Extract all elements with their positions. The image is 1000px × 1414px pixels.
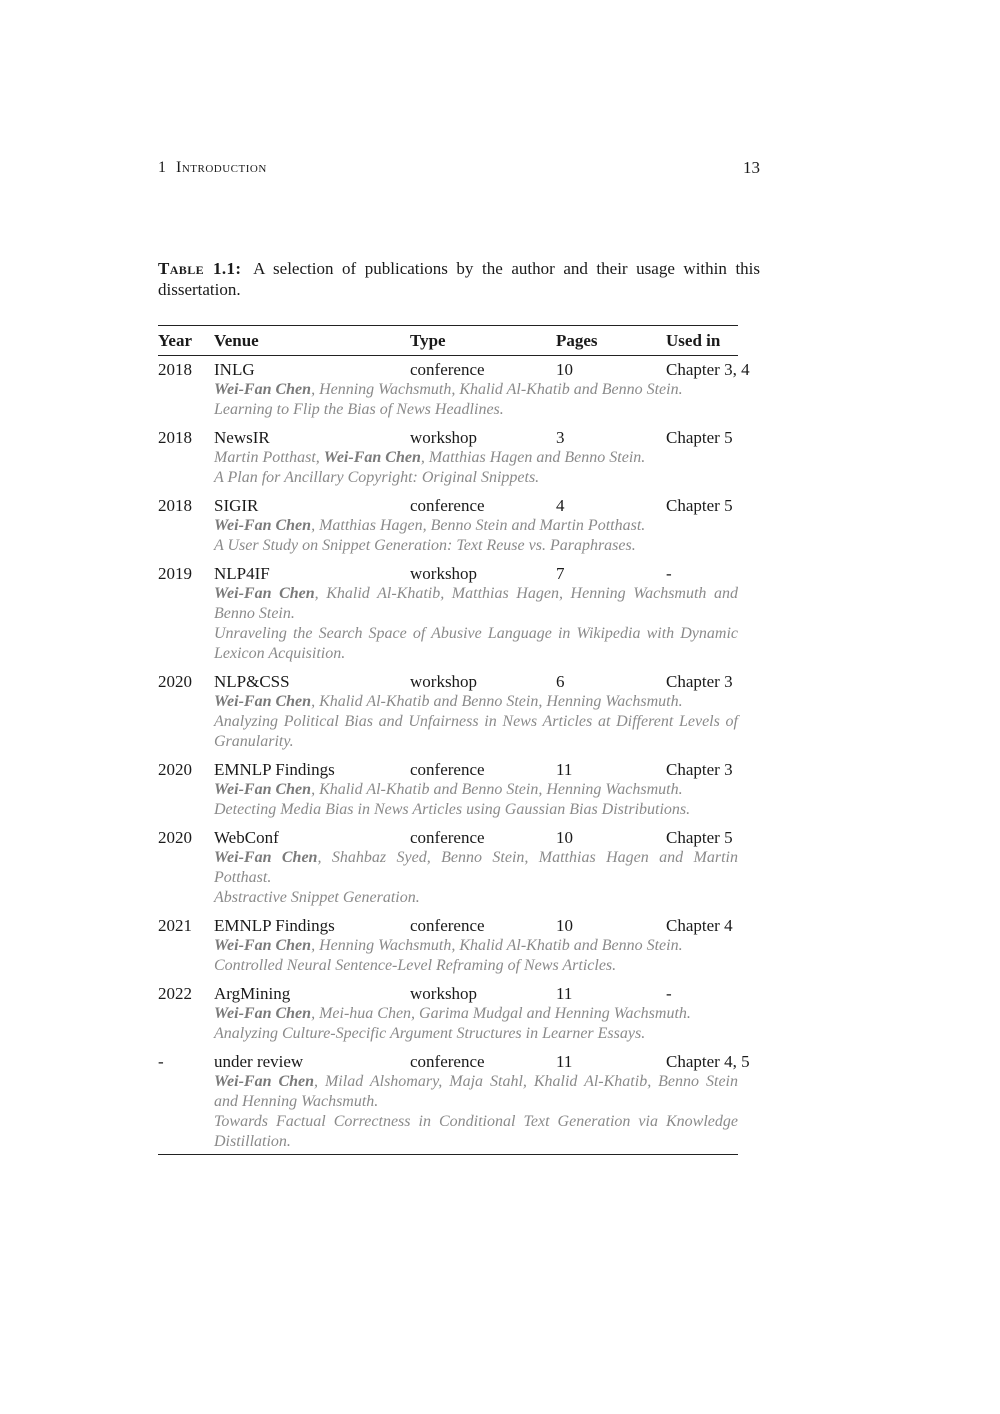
cell-venue: NLP4IF xyxy=(214,564,270,583)
row-main xyxy=(158,671,738,692)
cell-type: workshop xyxy=(410,564,478,583)
authors-after: , Shahbaz Syed, Benno Stein, Matthias Hagen and Martin Potthast. xyxy=(214,849,738,886)
cell-used-in: Chapter 4 xyxy=(666,916,733,935)
table-header xyxy=(158,326,738,355)
row-title: A Plan for Ancillary Copyright: Original Snippets. xyxy=(214,469,540,486)
cell-pages: 3 xyxy=(556,428,565,447)
row-authors xyxy=(214,780,738,800)
row-title: Analyzing Political Bias and Unfairness in News Articles at Different Levels of Granularity. xyxy=(214,713,738,750)
row-authors xyxy=(214,516,738,536)
cell-venue: WebConf xyxy=(214,828,279,847)
cell-used-in: - xyxy=(666,564,672,583)
author-highlight: Wei-Fan Chen xyxy=(214,1073,315,1090)
table-row xyxy=(158,495,738,556)
cell-year: 2022 xyxy=(158,984,192,1003)
author-highlight: Wei-Fan Chen xyxy=(214,781,312,798)
cell-type: conference xyxy=(410,916,485,935)
cell-type: conference xyxy=(410,828,485,847)
row-title: A User Study on Snippet Generation: Text Reuse vs. Paraphrases. xyxy=(214,537,636,554)
table-caption xyxy=(158,258,760,300)
caption-text: A selection of publications by the author and their usage within this dissertation. xyxy=(158,259,760,299)
cell-venue: INLG xyxy=(214,360,255,379)
header-used-in: Used in xyxy=(666,331,721,350)
cell-pages: 11 xyxy=(556,760,573,779)
authors-after: , Khalid Al-Khatib and Benno Stein, Henning Wachsmuth. xyxy=(311,693,683,710)
row-details xyxy=(214,780,738,820)
cell-type: workshop xyxy=(410,672,478,691)
authors-after: , Henning Wachsmuth, Khalid Al-Khatib and Benno Stein. xyxy=(311,381,683,398)
cell-venue: under review xyxy=(214,1052,304,1071)
header-pages: Pages xyxy=(556,331,598,350)
row-authors xyxy=(214,1004,738,1024)
author-highlight: Wei-Fan Chen xyxy=(214,849,318,866)
cell-used-in: - xyxy=(666,984,672,1003)
row-title: Unraveling the Search Space of Abusive Language in Wikipedia with Dynamic Lexicon Acquisition. xyxy=(214,625,738,662)
table-row xyxy=(158,563,738,664)
cell-type: conference xyxy=(410,360,485,379)
cell-pages: 4 xyxy=(556,496,565,515)
row-authors xyxy=(214,448,738,468)
author-highlight: Wei-Fan Chen xyxy=(214,693,312,710)
cell-year: 2020 xyxy=(158,672,192,691)
row-details xyxy=(214,1072,738,1152)
authors-after: , Henning Wachsmuth, Khalid Al-Khatib and Benno Stein. xyxy=(311,937,683,954)
cell-type: conference xyxy=(410,1052,485,1071)
authors-after: , Milad Alshomary, Maja Stahl, Khalid Al-Khatib, Benno Stein and Henning Wachsmuth. xyxy=(214,1073,738,1110)
page-number: 13 xyxy=(743,158,760,177)
row-authors xyxy=(214,692,738,712)
cell-used-in: Chapter 3 xyxy=(666,760,733,779)
authors-after: , Khalid Al-Khatib, Matthias Hagen, Henning Wachsmuth and Benno Stein. xyxy=(214,585,739,622)
publications-table xyxy=(158,325,750,1155)
cell-year: 2019 xyxy=(158,564,192,583)
row-authors xyxy=(214,848,738,888)
cell-venue: EMNLP Findings xyxy=(214,760,335,779)
row-title: Learning to Flip the Bias of News Headlines. xyxy=(214,401,504,418)
table-row xyxy=(158,915,738,976)
cell-used-in: Chapter 5 xyxy=(666,828,733,847)
row-title: Towards Factual Correctness in Conditional Text Generation via Knowledge Distillation. xyxy=(214,1113,738,1150)
cell-venue: NLP&CSS xyxy=(214,672,290,691)
cell-used-in: Chapter 3, 4 xyxy=(666,360,750,379)
row-details xyxy=(214,448,738,488)
row-details xyxy=(214,1004,738,1044)
cell-venue: EMNLP Findings xyxy=(214,916,335,935)
cell-year: 2020 xyxy=(158,828,192,847)
authors-after: , Matthias Hagen and Benno Stein. xyxy=(420,449,646,466)
row-main xyxy=(158,759,738,780)
table-row xyxy=(158,359,750,420)
authors-after: , Khalid Al-Khatib and Benno Stein, Henning Wachsmuth. xyxy=(311,781,683,798)
row-details xyxy=(214,692,738,752)
cell-used-in: Chapter 3 xyxy=(666,672,733,691)
author-highlight: Wei-Fan Chen xyxy=(214,1005,312,1022)
author-highlight: Wei-Fan Chen xyxy=(323,449,421,466)
caption-label: Table 1.1: xyxy=(158,259,242,278)
authors-after: , Matthias Hagen, Benno Stein and Martin Potthast. xyxy=(311,517,646,534)
row-title: Abstractive Snippet Generation. xyxy=(214,889,420,906)
cell-pages: 10 xyxy=(556,360,573,379)
cell-year: 2018 xyxy=(158,428,192,447)
cell-pages: 7 xyxy=(556,564,565,583)
row-title: Detecting Media Bias in News Articles using Gaussian Bias Distributions. xyxy=(214,801,691,818)
cell-venue: ArgMining xyxy=(214,984,291,1003)
chapter-number: 1 xyxy=(158,159,166,176)
cell-pages: 10 xyxy=(556,828,573,847)
cell-year: 2021 xyxy=(158,916,192,935)
cell-used-in: Chapter 5 xyxy=(666,496,733,515)
row-title: Analyzing Culture-Specific Argument Structures in Learner Essays. xyxy=(214,1025,646,1042)
row-authors xyxy=(214,584,738,624)
author-highlight: Wei-Fan Chen xyxy=(214,585,315,602)
running-head xyxy=(158,157,760,179)
table-row xyxy=(158,983,738,1044)
author-highlight: Wei-Fan Chen xyxy=(214,517,312,534)
row-authors xyxy=(214,936,738,956)
row-main xyxy=(158,983,738,1004)
running-head-chapter xyxy=(158,157,267,179)
cell-type: workshop xyxy=(410,428,478,447)
row-authors xyxy=(214,1072,738,1112)
table-row xyxy=(158,671,738,752)
cell-type: conference xyxy=(410,496,485,515)
cell-venue: NewsIR xyxy=(214,428,270,447)
row-main xyxy=(158,1051,750,1072)
row-main xyxy=(158,827,738,848)
author-highlight: Wei-Fan Chen xyxy=(214,937,312,954)
cell-year: 2018 xyxy=(158,360,192,379)
cell-type: conference xyxy=(410,760,485,779)
chapter-title: Introduction xyxy=(176,159,267,176)
cell-pages: 10 xyxy=(556,916,573,935)
author-highlight: Wei-Fan Chen xyxy=(214,381,312,398)
cell-year: - xyxy=(158,1052,164,1071)
row-main xyxy=(158,915,738,936)
row-authors xyxy=(214,380,738,400)
row-details xyxy=(214,584,738,664)
table-row xyxy=(158,759,738,820)
authors-before: Martin Potthast, xyxy=(214,449,324,466)
cell-type: workshop xyxy=(410,984,478,1003)
row-main xyxy=(158,427,738,448)
cell-pages: 6 xyxy=(556,672,565,691)
row-details xyxy=(214,848,738,908)
row-main xyxy=(158,495,738,516)
cell-venue: SIGIR xyxy=(214,496,259,515)
header-venue: Venue xyxy=(214,331,259,350)
header-type: Type xyxy=(410,331,446,350)
cell-year: 2020 xyxy=(158,760,192,779)
row-main xyxy=(158,563,738,584)
bottom-rule xyxy=(158,1154,738,1155)
table-row xyxy=(158,1051,750,1152)
authors-after: , Mei-hua Chen, Garima Mudgal and Henning Wachsmuth. xyxy=(311,1005,691,1022)
cell-year: 2018 xyxy=(158,496,192,515)
row-details xyxy=(214,380,738,420)
table-row xyxy=(158,827,738,908)
table-body xyxy=(158,356,750,1154)
cell-pages: 11 xyxy=(556,984,573,1003)
header-year: Year xyxy=(158,331,192,350)
cell-used-in: Chapter 4, 5 xyxy=(666,1052,750,1071)
cell-used-in: Chapter 5 xyxy=(666,428,733,447)
row-main xyxy=(158,359,750,380)
row-title: Controlled Neural Sentence-Level Reframing of News Articles. xyxy=(214,957,617,974)
cell-pages: 11 xyxy=(556,1052,573,1071)
table-row xyxy=(158,427,738,488)
row-details xyxy=(214,516,738,556)
row-details xyxy=(214,936,738,976)
